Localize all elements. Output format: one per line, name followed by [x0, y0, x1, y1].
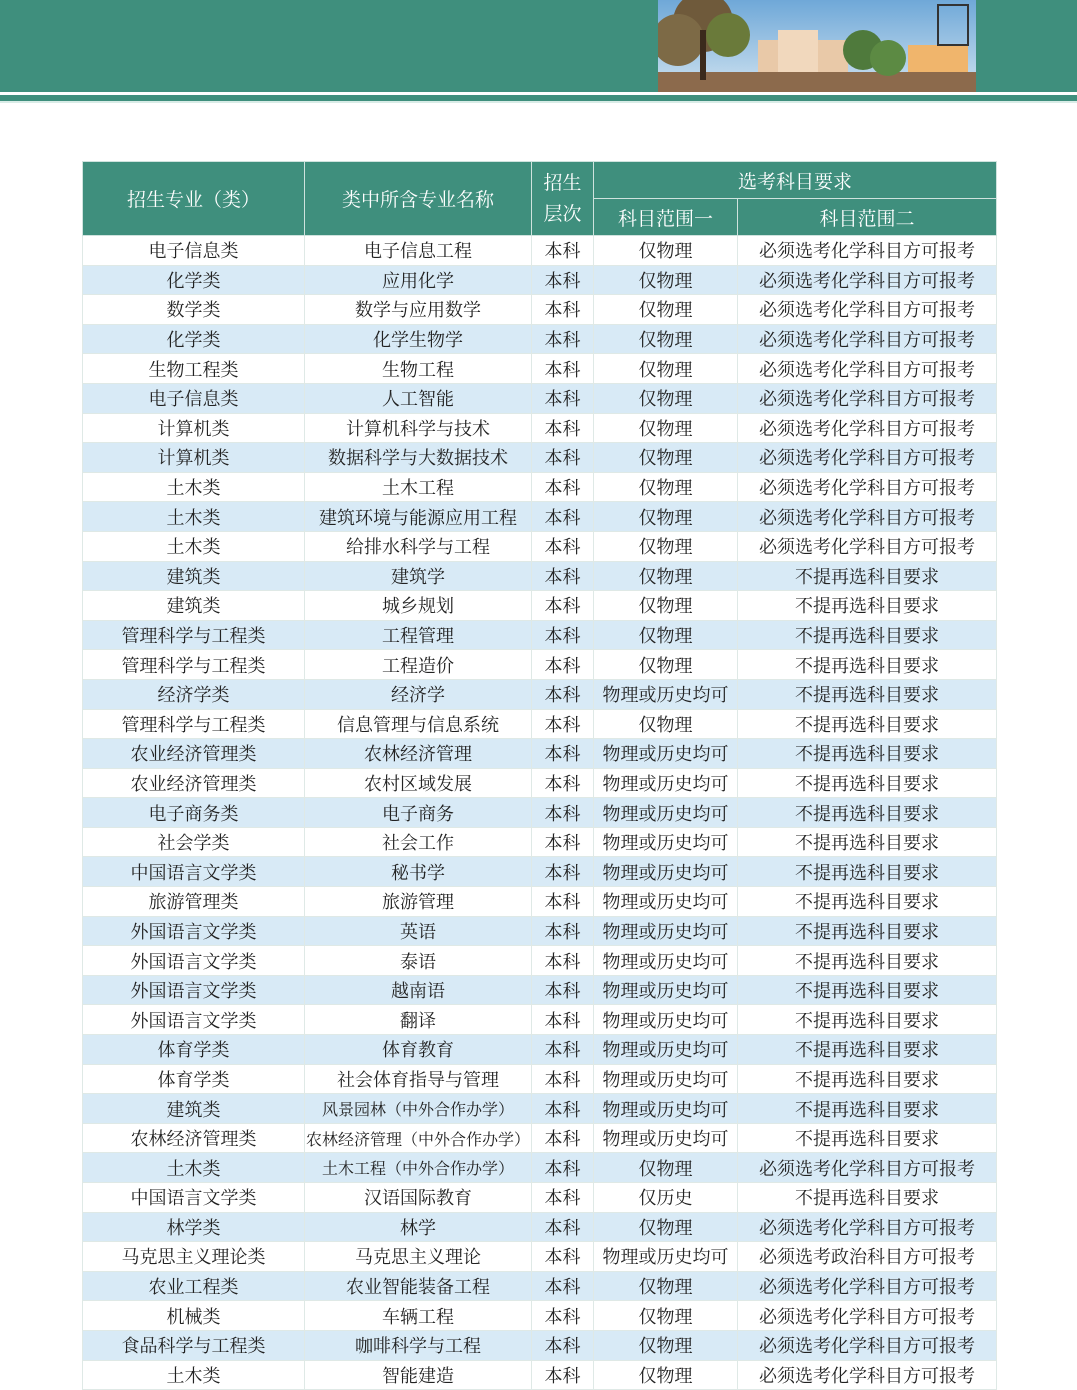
range-one-cell: 仅物理 [594, 324, 738, 354]
major-name-cell: 土木工程（中外合作办学） [305, 1153, 532, 1183]
major-class-cell: 体育学类 [83, 1064, 305, 1094]
level-cell: 本科 [532, 502, 594, 532]
col-header-range-one: 科目范围一 [594, 199, 738, 236]
level-cell: 本科 [532, 1064, 594, 1094]
major-class-cell: 外国语言文学类 [83, 1005, 305, 1035]
major-name-cell: 建筑学 [305, 561, 532, 591]
range-two-cell: 不提再选科目要求 [738, 1005, 997, 1035]
major-class-cell: 经济学类 [83, 679, 305, 709]
range-one-cell: 物理或历史均可 [594, 1005, 738, 1035]
major-name-cell: 马克思主义理论 [305, 1242, 532, 1272]
table-row [83, 502, 997, 532]
range-two-cell: 必须选考化学科目方可报考 [738, 1153, 997, 1183]
major-name-cell: 旅游管理 [305, 887, 532, 917]
range-one-cell: 物理或历史均可 [594, 827, 738, 857]
major-name-cell: 农业智能装备工程 [305, 1271, 532, 1301]
level-cell: 本科 [532, 679, 594, 709]
range-two-cell: 必须选考化学科目方可报考 [738, 531, 997, 561]
table-row [83, 236, 997, 266]
table-row [83, 1094, 997, 1124]
table-row [83, 354, 997, 384]
major-class-cell: 中国语言文学类 [83, 857, 305, 887]
range-one-cell: 物理或历史均可 [594, 1094, 738, 1124]
major-class-cell: 电子商务类 [83, 798, 305, 828]
table-row [83, 650, 997, 680]
range-two-cell: 不提再选科目要求 [738, 916, 997, 946]
major-class-cell: 建筑类 [83, 1094, 305, 1124]
table-row [83, 1271, 997, 1301]
range-two-cell: 必须选考化学科目方可报考 [738, 354, 997, 384]
level-cell: 本科 [532, 1035, 594, 1065]
range-two-cell: 必须选考化学科目方可报考 [738, 1271, 997, 1301]
table-row [83, 591, 997, 621]
major-class-cell: 电子信息类 [83, 236, 305, 266]
major-class-cell: 机械类 [83, 1301, 305, 1331]
range-one-cell: 物理或历史均可 [594, 916, 738, 946]
major-class-cell: 土木类 [83, 531, 305, 561]
major-name-cell: 社会工作 [305, 827, 532, 857]
level-cell: 本科 [532, 413, 594, 443]
range-two-cell: 不提再选科目要求 [738, 620, 997, 650]
range-one-cell: 仅物理 [594, 1301, 738, 1331]
level-cell: 本科 [532, 620, 594, 650]
major-class-cell: 社会学类 [83, 827, 305, 857]
range-one-cell: 仅物理 [594, 1330, 738, 1360]
table-row [83, 265, 997, 295]
level-cell: 本科 [532, 975, 594, 1005]
table-row [83, 679, 997, 709]
level-cell: 本科 [532, 472, 594, 502]
level-cell: 本科 [532, 531, 594, 561]
level-cell: 本科 [532, 1271, 594, 1301]
level-cell: 本科 [532, 739, 594, 769]
level-cell: 本科 [532, 709, 594, 739]
major-name-cell: 智能建造 [305, 1360, 532, 1390]
range-two-cell: 不提再选科目要求 [738, 591, 997, 621]
col-header-majors-included: 类中所含专业名称 [305, 162, 532, 236]
range-two-cell: 不提再选科目要求 [738, 1094, 997, 1124]
range-two-cell: 必须选考化学科目方可报考 [738, 1212, 997, 1242]
range-two-cell: 不提再选科目要求 [738, 1035, 997, 1065]
major-name-cell: 农林经济管理（中外合作办学） [305, 1123, 532, 1153]
table-row [83, 1064, 997, 1094]
major-name-cell: 体育教育 [305, 1035, 532, 1065]
major-class-cell: 管理科学与工程类 [83, 709, 305, 739]
major-name-cell: 农林经济管理 [305, 739, 532, 769]
level-cell: 本科 [532, 1360, 594, 1390]
major-class-cell: 化学类 [83, 324, 305, 354]
range-one-cell: 仅物理 [594, 1153, 738, 1183]
table-row [83, 383, 997, 413]
range-one-cell: 仅物理 [594, 354, 738, 384]
range-two-cell: 不提再选科目要求 [738, 857, 997, 887]
table-row [83, 946, 997, 976]
range-two-cell: 不提再选科目要求 [738, 679, 997, 709]
range-one-cell: 仅物理 [594, 443, 738, 473]
major-name-cell: 越南语 [305, 975, 532, 1005]
table-row [83, 561, 997, 591]
table-row [83, 857, 997, 887]
range-one-cell: 仅历史 [594, 1183, 738, 1213]
table-row [83, 916, 997, 946]
table-row [83, 295, 997, 325]
range-one-cell: 物理或历史均可 [594, 1035, 738, 1065]
range-two-cell: 必须选考化学科目方可报考 [738, 236, 997, 266]
level-cell: 本科 [532, 591, 594, 621]
major-name-cell: 数学与应用数学 [305, 295, 532, 325]
major-name-cell: 城乡规划 [305, 591, 532, 621]
range-one-cell: 仅物理 [594, 472, 738, 502]
col-header-level [532, 162, 594, 236]
table-row [83, 1330, 997, 1360]
col-header-major-class: 招生专业（类） [83, 162, 305, 236]
table-row [83, 443, 997, 473]
range-one-cell: 物理或历史均可 [594, 679, 738, 709]
range-two-cell: 不提再选科目要求 [738, 650, 997, 680]
table-row [83, 1360, 997, 1390]
major-name-cell: 咖啡科学与工程 [305, 1330, 532, 1360]
range-two-cell: 必须选考化学科目方可报考 [738, 295, 997, 325]
level-cell: 本科 [532, 561, 594, 591]
major-name-cell: 电子信息工程 [305, 236, 532, 266]
range-two-cell: 必须选考化学科目方可报考 [738, 265, 997, 295]
major-name-cell: 泰语 [305, 946, 532, 976]
col-header-subject-requirements: 选考科目要求 [594, 162, 997, 199]
table-row [83, 709, 997, 739]
major-class-cell: 农业经济管理类 [83, 739, 305, 769]
range-one-cell: 仅物理 [594, 1212, 738, 1242]
major-class-cell: 农业工程类 [83, 1271, 305, 1301]
table-row [83, 472, 997, 502]
major-class-cell: 土木类 [83, 502, 305, 532]
level-cell: 本科 [532, 827, 594, 857]
major-class-cell: 计算机类 [83, 443, 305, 473]
level-cell: 本科 [532, 354, 594, 384]
major-class-cell: 管理科学与工程类 [83, 650, 305, 680]
major-class-cell: 马克思主义理论类 [83, 1242, 305, 1272]
range-one-cell: 仅物理 [594, 1360, 738, 1390]
table-body [83, 236, 997, 1390]
range-two-cell: 不提再选科目要求 [738, 1064, 997, 1094]
level-cell: 本科 [532, 236, 594, 266]
range-one-cell: 仅物理 [594, 1271, 738, 1301]
level-cell: 本科 [532, 1301, 594, 1331]
range-one-cell: 物理或历史均可 [594, 857, 738, 887]
major-class-cell: 管理科学与工程类 [83, 620, 305, 650]
range-two-cell: 必须选考化学科目方可报考 [738, 1360, 997, 1390]
major-name-cell: 农村区域发展 [305, 768, 532, 798]
range-one-cell: 仅物理 [594, 265, 738, 295]
table-row [83, 827, 997, 857]
level-cell: 本科 [532, 916, 594, 946]
table-row [83, 531, 997, 561]
table-row [83, 768, 997, 798]
range-one-cell: 仅物理 [594, 236, 738, 266]
table-row [83, 887, 997, 917]
range-one-cell: 物理或历史均可 [594, 798, 738, 828]
major-name-cell: 经济学 [305, 679, 532, 709]
level-cell: 本科 [532, 887, 594, 917]
major-class-cell: 土木类 [83, 1360, 305, 1390]
major-name-cell: 汉语国际教育 [305, 1183, 532, 1213]
major-class-cell: 外国语言文学类 [83, 916, 305, 946]
table-row [83, 1005, 997, 1035]
major-class-cell: 化学类 [83, 265, 305, 295]
range-two-cell: 必须选考化学科目方可报考 [738, 324, 997, 354]
major-name-cell: 建筑环境与能源应用工程 [305, 502, 532, 532]
col-header-range-two: 科目范围二 [738, 199, 997, 236]
range-two-cell: 不提再选科目要求 [738, 709, 997, 739]
table-row [83, 1212, 997, 1242]
major-class-cell: 生物工程类 [83, 354, 305, 384]
range-two-cell: 不提再选科目要求 [738, 1123, 997, 1153]
range-two-cell: 必须选考化学科目方可报考 [738, 472, 997, 502]
major-name-cell: 翻译 [305, 1005, 532, 1035]
major-class-cell: 电子信息类 [83, 383, 305, 413]
range-two-cell: 必须选考化学科目方可报考 [738, 1301, 997, 1331]
campus-photo [658, 0, 976, 92]
major-class-cell: 外国语言文学类 [83, 975, 305, 1005]
enrollment-table [82, 161, 997, 1390]
table-row [83, 1301, 997, 1331]
level-cell: 本科 [532, 1094, 594, 1124]
range-one-cell: 物理或历史均可 [594, 1123, 738, 1153]
major-name-cell: 土木工程 [305, 472, 532, 502]
major-name-cell: 工程管理 [305, 620, 532, 650]
range-one-cell: 物理或历史均可 [594, 768, 738, 798]
range-one-cell: 仅物理 [594, 650, 738, 680]
major-name-cell: 计算机科学与技术 [305, 413, 532, 443]
level-cell: 本科 [532, 1212, 594, 1242]
level-cell: 本科 [532, 857, 594, 887]
range-two-cell: 必须选考化学科目方可报考 [738, 383, 997, 413]
level-cell: 本科 [532, 946, 594, 976]
range-two-cell: 不提再选科目要求 [738, 887, 997, 917]
range-two-cell: 必须选考政治科目方可报考 [738, 1242, 997, 1272]
range-one-cell: 物理或历史均可 [594, 739, 738, 769]
range-one-cell: 仅物理 [594, 620, 738, 650]
major-name-cell: 车辆工程 [305, 1301, 532, 1331]
range-two-cell: 必须选考化学科目方可报考 [738, 1330, 997, 1360]
range-one-cell: 物理或历史均可 [594, 1242, 738, 1272]
level-cell: 本科 [532, 265, 594, 295]
major-class-cell: 食品科学与工程类 [83, 1330, 305, 1360]
level-cell: 本科 [532, 383, 594, 413]
range-one-cell: 物理或历史均可 [594, 946, 738, 976]
range-one-cell: 物理或历史均可 [594, 887, 738, 917]
major-class-cell: 农业经济管理类 [83, 768, 305, 798]
major-class-cell: 土木类 [83, 472, 305, 502]
range-one-cell: 仅物理 [594, 295, 738, 325]
range-two-cell: 不提再选科目要求 [738, 1183, 997, 1213]
level-cell: 本科 [532, 1123, 594, 1153]
level-cell: 本科 [532, 1242, 594, 1272]
range-two-cell: 不提再选科目要求 [738, 561, 997, 591]
range-one-cell: 物理或历史均可 [594, 975, 738, 1005]
major-name-cell: 林学 [305, 1212, 532, 1242]
major-name-cell: 人工智能 [305, 383, 532, 413]
major-name-cell: 应用化学 [305, 265, 532, 295]
range-one-cell: 仅物理 [594, 413, 738, 443]
major-name-cell: 秘书学 [305, 857, 532, 887]
level-cell: 本科 [532, 1153, 594, 1183]
range-one-cell: 仅物理 [594, 531, 738, 561]
major-class-cell: 数学类 [83, 295, 305, 325]
level-cell: 本科 [532, 324, 594, 354]
range-two-cell: 不提再选科目要求 [738, 975, 997, 1005]
header-stripe-light [0, 101, 1077, 103]
major-name-cell: 数据科学与大数据技术 [305, 443, 532, 473]
table-row [83, 1153, 997, 1183]
table-row [83, 1035, 997, 1065]
major-name-cell: 生物工程 [305, 354, 532, 384]
major-class-cell: 建筑类 [83, 561, 305, 591]
major-class-cell: 土木类 [83, 1153, 305, 1183]
major-name-cell: 英语 [305, 916, 532, 946]
table-row [83, 324, 997, 354]
level-cell: 本科 [532, 768, 594, 798]
table-row [83, 1123, 997, 1153]
range-one-cell: 仅物理 [594, 561, 738, 591]
range-two-cell: 必须选考化学科目方可报考 [738, 502, 997, 532]
range-two-cell: 不提再选科目要求 [738, 946, 997, 976]
range-two-cell: 不提再选科目要求 [738, 798, 997, 828]
table-row [83, 1242, 997, 1272]
major-name-cell: 化学生物学 [305, 324, 532, 354]
range-two-cell: 不提再选科目要求 [738, 739, 997, 769]
range-two-cell: 必须选考化学科目方可报考 [738, 413, 997, 443]
table-row [83, 975, 997, 1005]
table-row [83, 798, 997, 828]
major-name-cell: 工程造价 [305, 650, 532, 680]
major-class-cell: 计算机类 [83, 413, 305, 443]
range-two-cell: 不提再选科目要求 [738, 827, 997, 857]
major-class-cell: 体育学类 [83, 1035, 305, 1065]
major-name-cell: 电子商务 [305, 798, 532, 828]
range-one-cell: 仅物理 [594, 709, 738, 739]
major-class-cell: 旅游管理类 [83, 887, 305, 917]
table-row [83, 739, 997, 769]
table-row [83, 1183, 997, 1213]
major-name-cell: 信息管理与信息系统 [305, 709, 532, 739]
range-two-cell: 不提再选科目要求 [738, 768, 997, 798]
level-cell: 本科 [532, 798, 594, 828]
range-one-cell: 仅物理 [594, 591, 738, 621]
level-cell: 本科 [532, 1005, 594, 1035]
table-row [83, 413, 997, 443]
major-name-cell: 社会体育指导与管理 [305, 1064, 532, 1094]
range-one-cell: 仅物理 [594, 502, 738, 532]
level-cell: 本科 [532, 1183, 594, 1213]
major-name-cell: 风景园林（中外合作办学） [305, 1094, 532, 1124]
range-one-cell: 仅物理 [594, 383, 738, 413]
range-one-cell: 物理或历史均可 [594, 1064, 738, 1094]
range-two-cell: 必须选考化学科目方可报考 [738, 443, 997, 473]
major-class-cell: 外国语言文学类 [83, 946, 305, 976]
level-cell: 本科 [532, 650, 594, 680]
major-class-cell: 农林经济管理类 [83, 1123, 305, 1153]
level-cell: 本科 [532, 295, 594, 325]
major-class-cell: 建筑类 [83, 591, 305, 621]
table-row [83, 620, 997, 650]
major-name-cell: 给排水科学与工程 [305, 531, 532, 561]
major-class-cell: 林学类 [83, 1212, 305, 1242]
level-cell: 本科 [532, 443, 594, 473]
major-class-cell: 中国语言文学类 [83, 1183, 305, 1213]
level-cell: 本科 [532, 1330, 594, 1360]
col-header-level-text: 招生层次 [543, 171, 582, 225]
